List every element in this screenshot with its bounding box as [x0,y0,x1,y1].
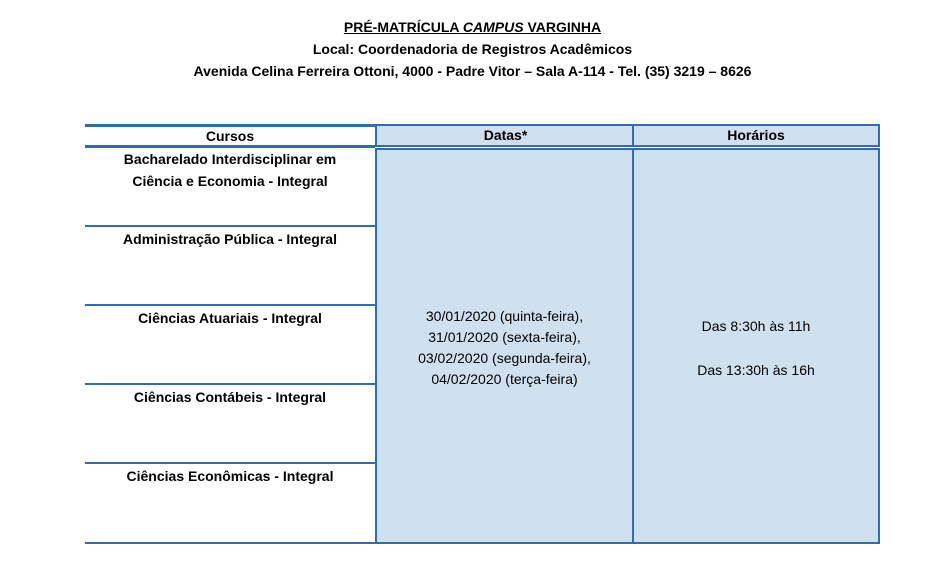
datas-column [375,148,634,544]
data-item: 04/02/2020 (terça-feira) [431,371,578,387]
row-divider [85,304,375,306]
horario-item: Das 8:30h às 11h [701,318,811,334]
course-row: Ciências Contábeis - Integral [133,389,327,405]
data-item: 03/02/2020 (segunda-feira), [418,350,591,366]
row-divider [85,462,375,464]
row-divider [85,225,375,227]
schedule-table [85,124,880,544]
header-datas: Datas* [375,124,636,147]
course-row: Administração Pública - Integral [123,231,337,247]
address-line: Avenida Celina Ferreira Ottoni, 4000 - Padre Vitor – Sala A-114 - Tel. (35) 3219 – 8626 [193,63,752,79]
course-row: Ciências Atuariais - Integral [138,310,322,326]
horario-item: Das 13:30h às 16h [697,362,815,378]
datas-list [377,306,632,390]
horarios-column [632,148,880,544]
header-cursos: Cursos [85,124,375,148]
header-horarios: Horários [632,124,880,147]
course-row: Ciências Econômicas - Integral [126,468,334,484]
course-row: Bacharelado Interdisciplinar em Ciência e Economia - Integral [123,151,337,189]
page-title: PRÉ-MATRÍCULA CAMPUS VARGINHA [343,19,602,35]
data-item: 31/01/2020 (sexta-feira), [428,329,581,345]
campus-word: CAMPUS [462,19,524,35]
location-line: Local: Coordenadoria de Registros Acadêmicos [312,41,633,57]
row-divider [85,383,375,385]
data-item: 30/01/2020 (quinta-feira), [425,308,584,324]
table-bottom-border [85,542,880,544]
